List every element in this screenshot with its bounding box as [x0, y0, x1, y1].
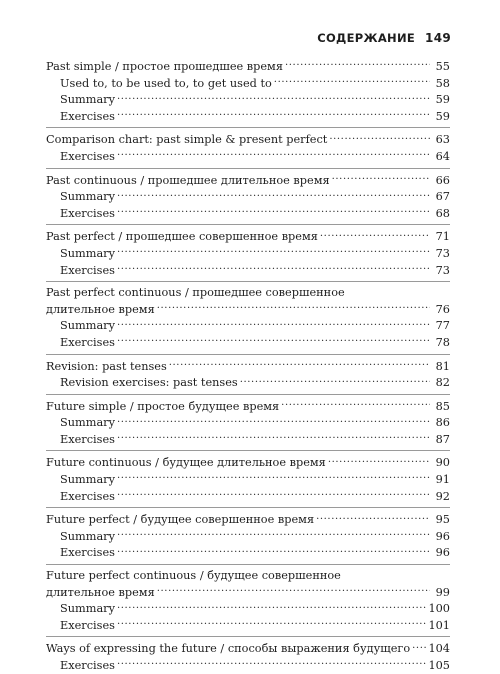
dot-leader	[117, 205, 430, 217]
toc-entry-page-number: 55	[435, 60, 450, 73]
toc-entry-page-number: 66	[435, 173, 450, 187]
toc-entry-title: Summary	[60, 93, 115, 107]
toc-entry-title: Comparison chart: past simple & present perfect	[46, 133, 328, 147]
toc-entry-title: Exercises	[60, 206, 115, 220]
toc-entry-title: Exercises	[60, 489, 115, 503]
toc-entry-page-number: 99	[435, 585, 450, 599]
dot-leader	[117, 262, 430, 274]
toc-entry-page-number: 104	[428, 642, 450, 656]
toc-entry-page-number: 105	[428, 659, 450, 672]
toc-entry	[46, 168, 450, 189]
toc-entry-title: Future continuous / будущее длительное время	[46, 456, 326, 470]
dot-leader	[117, 431, 430, 443]
toc-subentry	[46, 334, 450, 351]
toc-entry-title: Exercises	[60, 432, 115, 446]
toc-entry-title-line1: Future perfect continuous / будущее совершенное	[46, 569, 341, 583]
toc-subentry	[46, 617, 450, 634]
toc-entry-title: Future perfect / будущее совершенное время	[46, 513, 315, 527]
dot-leader	[157, 584, 430, 596]
toc-entry-title: Exercises	[60, 618, 115, 632]
toc-entry-title: Summary	[60, 319, 115, 333]
toc-entry	[46, 127, 450, 148]
toc-entry-page-number: 59	[435, 93, 450, 107]
toc-entry-title: длительное время	[46, 302, 155, 316]
toc-subentry	[46, 75, 450, 92]
toc-subentry	[46, 108, 450, 125]
toc-subentry	[46, 245, 450, 262]
toc-entry-page-number: 87	[435, 432, 450, 446]
dot-leader	[117, 188, 430, 200]
dot-leader	[117, 414, 430, 426]
toc-entry-page-number: 85	[435, 399, 450, 413]
toc-entry-title: длительное время	[46, 585, 155, 599]
toc-entry-title: Ways of expressing the future / способы выражения будущего	[46, 642, 411, 656]
toc-entry-page-number: 100	[428, 602, 450, 616]
toc-subentry	[46, 91, 450, 108]
dot-leader	[117, 91, 430, 103]
toc-entry-title: Summary	[60, 190, 115, 204]
toc-entry-page-number: 63	[435, 133, 450, 147]
toc-subentry	[46, 188, 450, 205]
toc-entry	[46, 507, 450, 528]
toc-entry-page-number: 95	[435, 513, 450, 527]
running-header-title: СОДЕРЖАНИЕ	[317, 31, 416, 45]
toc-entry-page-number: 86	[435, 416, 450, 430]
running-header	[317, 31, 451, 45]
toc-entry-page-number: 96	[435, 529, 450, 543]
toc-entry	[46, 450, 450, 471]
toc-entry-page-number: 96	[435, 546, 450, 560]
dot-leader	[117, 657, 427, 669]
toc-entry	[46, 281, 450, 317]
dot-leader	[169, 358, 430, 370]
toc-subentry	[46, 205, 450, 222]
toc-entry-title: Summary	[60, 602, 115, 616]
dot-leader	[117, 617, 427, 629]
toc-entry-title: Used to, to be used to, to get used to	[60, 76, 272, 90]
toc-entry-title: Exercises	[60, 546, 115, 560]
toc-entry-page-number: 90	[435, 456, 450, 470]
toc-entry-page-number: 77	[435, 319, 450, 333]
dot-leader	[412, 640, 426, 652]
toc-entry-title: Exercises	[60, 263, 115, 277]
toc-entry-title: Past continuous / прошедшее длительное время	[46, 173, 330, 187]
toc-entry-title-line1: Past perfect continuous / прошедшее совершенное	[46, 286, 345, 300]
toc-subentry	[46, 262, 450, 279]
toc-entry-page-number: 82	[435, 376, 450, 390]
dot-leader	[285, 58, 430, 70]
dot-leader	[240, 374, 430, 386]
toc-entry-page-number: 73	[435, 246, 450, 260]
dot-leader	[329, 131, 430, 143]
dot-leader	[117, 471, 430, 483]
toc-subentry	[46, 317, 450, 334]
dot-leader	[117, 600, 426, 612]
toc-entry-title: Exercises	[60, 109, 115, 123]
toc-entry-title: Past simple / простое прошедшее время	[46, 60, 283, 73]
dot-leader	[117, 334, 430, 346]
dot-leader	[117, 317, 430, 329]
toc-subentry	[46, 544, 450, 561]
toc-entry-title: Summary	[60, 529, 115, 543]
toc-entry	[46, 58, 450, 75]
toc-entry-title: Summary	[60, 473, 115, 487]
dot-leader	[117, 108, 430, 120]
toc-subentry	[46, 528, 450, 545]
toc-entry-page-number: 101	[428, 618, 450, 632]
page-number: 149	[425, 31, 451, 45]
toc-entry-page-number: 92	[435, 489, 450, 503]
toc-entry	[46, 394, 450, 415]
toc-entry-page-number: 64	[435, 149, 450, 163]
dot-leader	[328, 454, 430, 466]
toc-entry-page-number: 59	[435, 109, 450, 123]
toc-entry-page-number: 58	[435, 76, 450, 90]
dot-leader	[332, 172, 430, 184]
toc-entry-page-number: 76	[435, 302, 450, 316]
toc-subentry	[46, 657, 450, 674]
dot-leader	[320, 228, 430, 240]
toc-entry-title: Summary	[60, 246, 115, 260]
dot-leader	[281, 398, 430, 410]
toc-entry-page-number: 81	[435, 359, 450, 373]
dot-leader	[274, 75, 430, 87]
toc-entry	[46, 564, 450, 600]
dot-leader	[117, 245, 430, 257]
toc-subentry	[46, 414, 450, 431]
toc-entry-title: Past perfect / прошедшее совершенное время	[46, 230, 318, 244]
toc-entry-page-number: 71	[435, 230, 450, 244]
toc-subentry	[46, 488, 450, 505]
dot-leader	[117, 528, 430, 540]
toc-subentry	[46, 431, 450, 448]
toc-entry-page-number: 73	[435, 263, 450, 277]
toc-entry-title: Revision exercises: past tenses	[60, 376, 238, 390]
toc-entry-page-number: 78	[435, 335, 450, 349]
toc-entry-page-number: 67	[435, 190, 450, 204]
toc-entry-title: Future simple / простое будущее время	[46, 399, 280, 413]
toc-subentry	[46, 374, 450, 391]
toc-entry	[46, 354, 450, 375]
toc-entry-title: Revision: past tenses	[46, 359, 167, 373]
toc-subentry	[46, 600, 450, 617]
toc-entry	[46, 224, 450, 245]
dot-leader	[117, 488, 430, 500]
toc-subentry	[46, 148, 450, 165]
toc-entry-page-number: 68	[435, 206, 450, 220]
toc-entry	[46, 636, 450, 657]
toc-entry-title: Exercises	[60, 659, 115, 672]
dot-leader	[117, 148, 430, 160]
dot-leader	[316, 511, 430, 523]
toc-entry-title: Exercises	[60, 335, 115, 349]
toc-entry-title: Exercises	[60, 149, 115, 163]
dot-leader	[117, 544, 430, 556]
toc-entry-title: Summary	[60, 416, 115, 430]
toc-subentry	[46, 471, 450, 488]
dot-leader	[157, 301, 430, 313]
table-of-contents	[46, 58, 450, 674]
toc-entry-page-number: 91	[435, 473, 450, 487]
